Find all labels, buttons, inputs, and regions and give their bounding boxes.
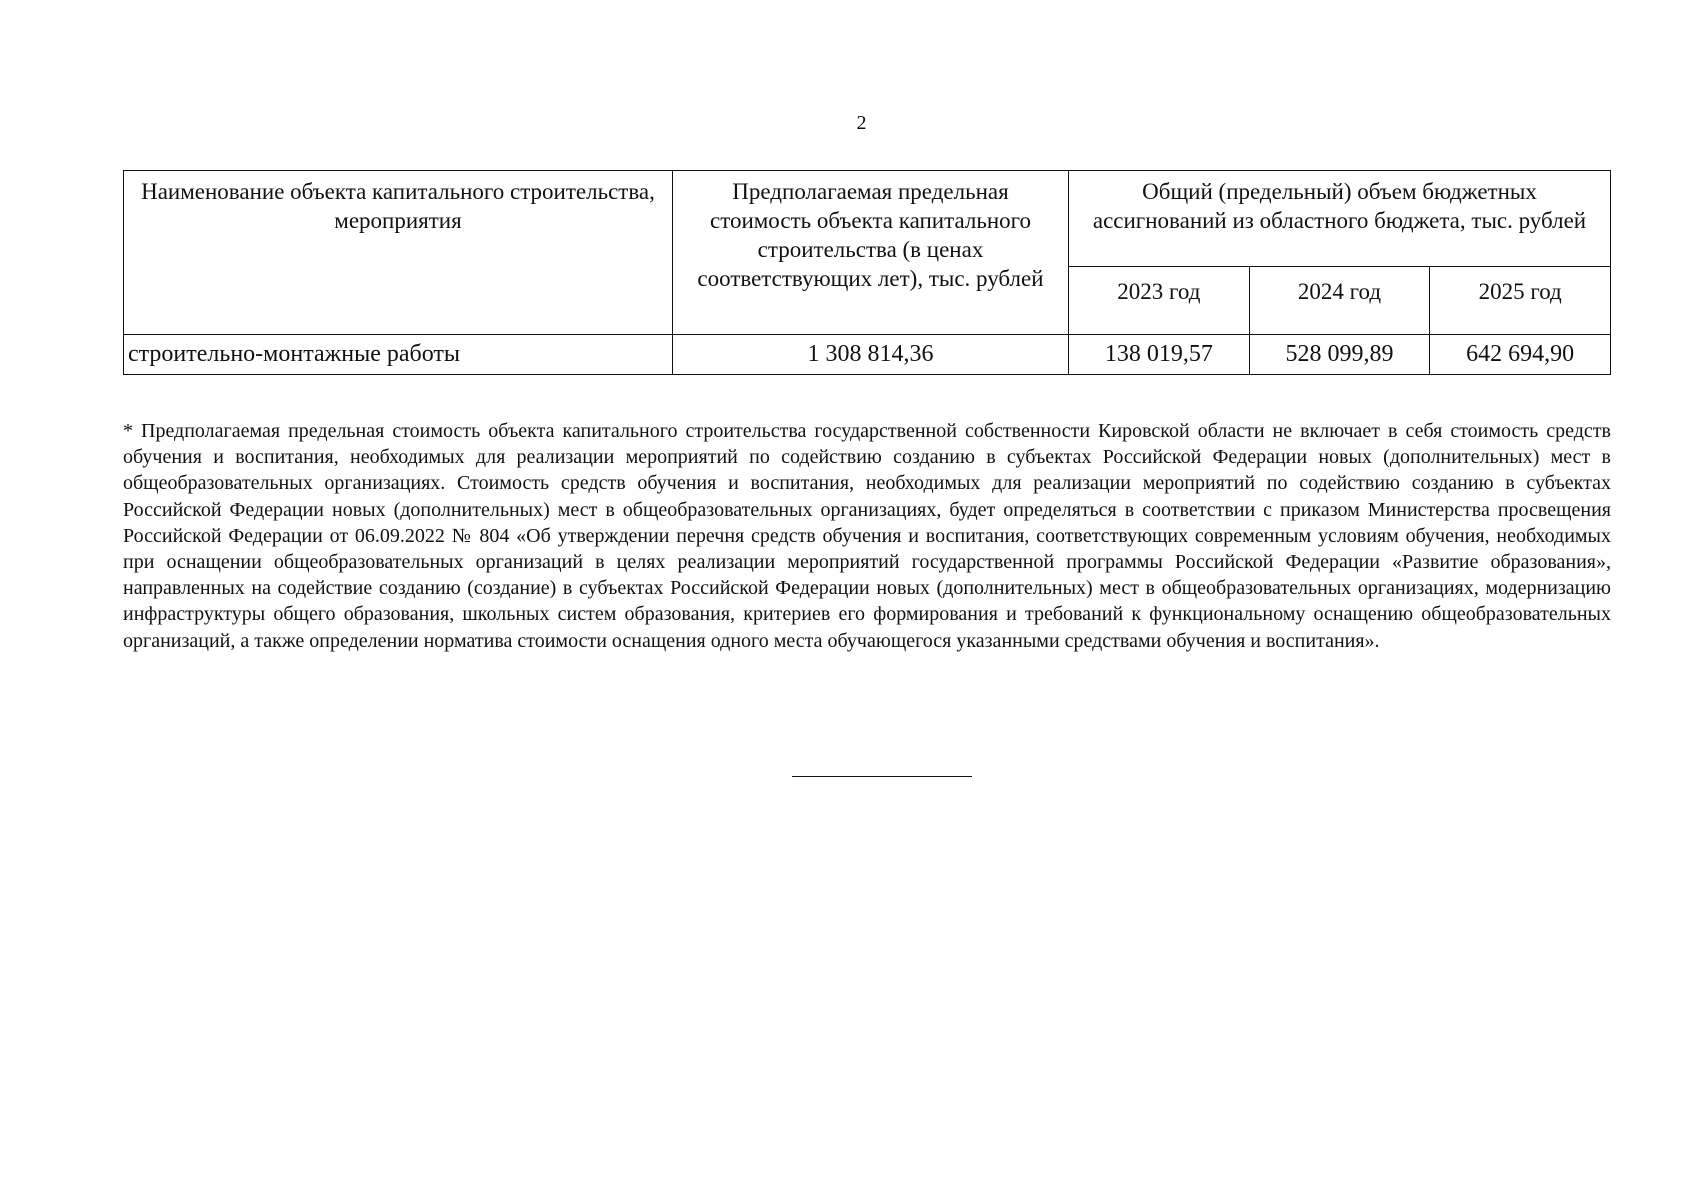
header-year-2023: 2023 год [1069,267,1250,335]
cell-object-name: строительно-монтажные работы [124,335,673,375]
cell-2023: 138 019,57 [1069,335,1250,375]
header-year-2024: 2024 год [1249,267,1430,335]
footnote: * Предполагаемая предельная стоимость объекта капитального строительства государственной собственности Кировской области не включает в себя стоимость средств обучения и воспитания, необходимых для реализации мероприятий по содействию созданию в субъектах Российской Федерации новых (дополнительных) мест в общеобразовательных организациях. Стоимость средств обучения и воспитания, необходимых для реализации мероприятий по содействию созданию в субъектах Российской Федерации новых (дополнительных) мест в общеобразовательных организациях, будет определяться в соответствии с приказом Министерства просвещения Российской Федерации от 06.09.2022 № 804 «Об утверждении перечня средств обучения и воспитания, соответствующих современным условиям обучения, необходимых при оснащении общеобразовательных организаций в целях реализации мероприятий государственной программы Российской Федерации «Развитие образования», направленных на содействие созданию (создание) в субъектах Российской Федерации новых (дополнительных) мест в общеобразовательных организациях, модернизацию инфраструктуры общего образования, школьных систем образования, критериев его формирования и требований к функциональному оснащению общеобразовательных организаций, а также определении норматива стоимости оснащения одного места обучающегося указанными средствами обучения и воспитания». [123,420,1611,652]
page-number: 2 [856,112,867,134]
table-row [124,335,1611,375]
header-total-budget: Общий (предельный) объем бюджетных ассигнований из областного бюджета, тыс. рублей [1069,171,1611,267]
cell-2025: 642 694,90 [1430,335,1611,375]
header-object-name: Наименование объекта капитального строительства, мероприятия [124,171,673,335]
end-divider [792,776,972,777]
budget-table [123,170,1611,375]
table-header-row [124,171,1611,267]
header-estimated-cost: Предполагаемая предельная стоимость объекта капитального строительства (в ценах соответствующих лет), тыс. рублей [673,171,1069,335]
header-year-2025: 2025 год [1430,267,1611,335]
cell-estimated-cost: 1 308 814,36 [673,335,1069,375]
cell-2024: 528 099,89 [1249,335,1430,375]
